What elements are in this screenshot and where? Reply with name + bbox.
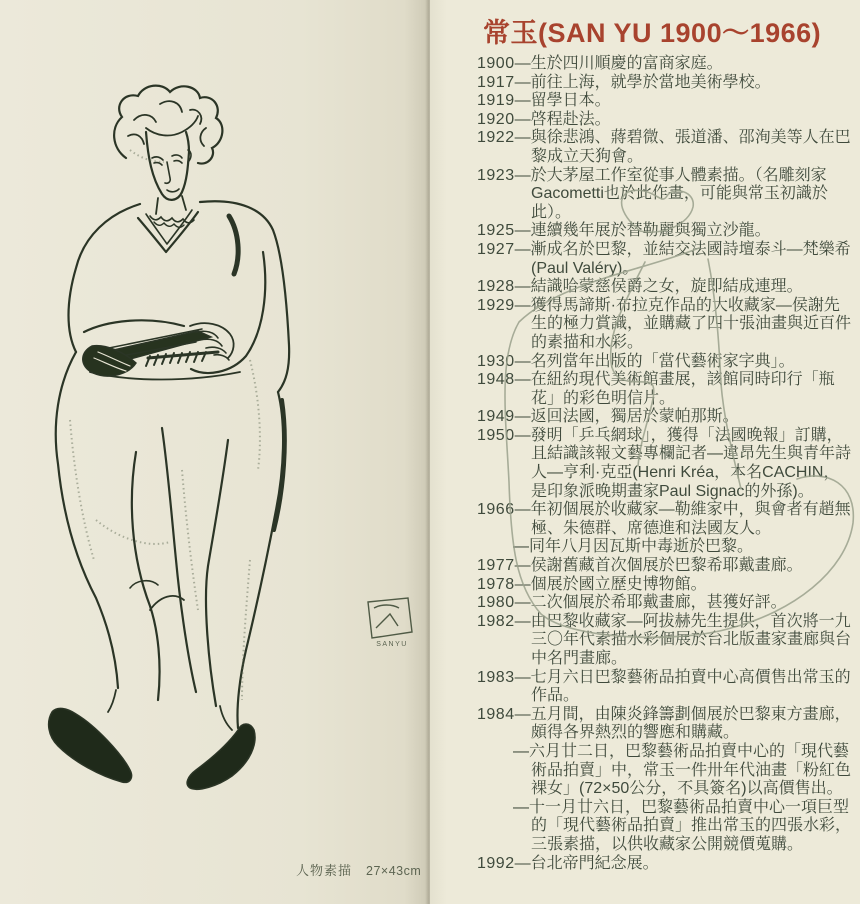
timeline-text: —七月六日巴黎藝術品拍賣中心高價售出常玉的作品。 — [514, 668, 851, 705]
timeline-year: 1980 — [477, 594, 515, 612]
timeline-year: 1920 — [477, 110, 515, 128]
timeline-entry — [477, 222, 851, 241]
timeline-text: —同年八月因瓦斯中毒逝於巴黎。 — [513, 538, 754, 556]
timeline-entry — [477, 743, 851, 799]
timeline-text: —十一月廿六日，巴黎藝術品拍賣中心一項巨型的「現代藝術品拍賣」推出常玉的四張水彩，三張素描，以供收藏家公開競價蒐購。 — [513, 798, 852, 853]
timeline-entry — [477, 855, 851, 874]
timeline-year: 1982 — [477, 612, 515, 630]
timeline-text: —在紐約現代美術館畫展，該館同時印行「瓶花」的彩色明信片。 — [514, 371, 835, 407]
timeline-entry — [477, 669, 851, 706]
timeline-text: —啓程赴法。 — [514, 110, 611, 128]
page-title: 常玉(SAN YU 1900～1966) — [483, 18, 822, 48]
timeline-year: 1925 — [477, 222, 515, 240]
timeline-entry — [477, 74, 851, 93]
timeline-text: —與徐悲鴻、蔣碧微、張道潘、邵洵美等人在巴黎成立天狗會。 — [514, 129, 851, 165]
timeline-year: 1922 — [477, 129, 515, 147]
timeline-text: —由巴黎收藏家—阿拔赫先生提供，首次將一九三〇年代素描水彩個展於台北版畫家畫廊與台中名門畫廊。 — [514, 612, 852, 667]
timeline-entry — [477, 278, 851, 297]
timeline-text: —漸成名於巴黎，並結交法國詩壇泰斗—梵樂希(Paul Valéry)。 — [514, 240, 851, 277]
timeline-text: —於大茅屋工作室從事人體素描。（名雕刻家Gacometti也於此作畫，可能與常玉初識於此）。 — [514, 166, 828, 221]
timeline-text: —名列當年出版的「當代藝術家字典」。 — [514, 352, 795, 370]
timeline-entry — [477, 129, 851, 166]
timeline-text: —獲得馬諦斯·布拉克作品的大收藏家—侯謝先生的極力賞識，並購藏了四十張油畫與近百件的素描和水彩。 — [514, 296, 852, 351]
seal-text: SANYU — [376, 641, 408, 648]
timeline-text: —前往上海，就學於當地美術學校。 — [514, 73, 771, 91]
timeline-text: —五月間，由陳炎鋒籌劃個展於巴黎東方畫廊，頗得各界熱烈的響應和購藏。 — [514, 705, 851, 742]
caption-size: 27×43cm — [366, 864, 422, 878]
timeline-text: —二次個展於希耶戴畫廊，甚獲好評。 — [514, 594, 787, 612]
timeline-year: 1923 — [477, 166, 515, 184]
timeline-entry — [477, 111, 851, 130]
timeline-year: 1948 — [477, 371, 515, 389]
timeline-entry — [477, 408, 851, 427]
artwork-caption — [296, 860, 421, 879]
timeline-year: 1978 — [477, 575, 515, 593]
timeline-entry — [477, 799, 851, 855]
timeline-text: —台北帝門紀念展。 — [514, 854, 659, 872]
timeline-entry — [477, 297, 851, 353]
timeline-entry — [477, 706, 851, 743]
timeline-text: —返回法國，獨居於蒙帕那斯。 — [514, 408, 739, 426]
timeline-year: 1930 — [477, 352, 515, 370]
timeline-year: 1984 — [477, 705, 515, 723]
timeline-text: —留學日本。 — [514, 92, 611, 110]
timeline-entry — [477, 371, 851, 408]
timeline-entry — [477, 241, 851, 278]
timeline — [477, 55, 851, 873]
timeline-entry — [477, 594, 851, 613]
timeline-year: 1992 — [477, 854, 515, 872]
timeline-text: —個展於國立歷史博物館。 — [514, 575, 707, 593]
timeline-text: —發明「乒乓網球」，獲得「法國晚報」訂購，且結識該報文藝專欄記者—違昂先生與青年詩人—亨利·克亞(Henri Kréa，本名CACHIN，是印象派晚期畫家Paul Signac的外孫)。 — [514, 426, 852, 500]
timeline-year: 1928 — [477, 278, 515, 296]
timeline-entry — [477, 167, 851, 223]
timeline-text: —六月廿二日，巴黎藝術品拍賣中心的「現代藝術品拍賣」中，常玉一件卅年代油畫「粉紅色裸女」(72×50公分，不具簽名)以高價售出。 — [513, 742, 852, 798]
timeline-year: 1917 — [477, 73, 515, 91]
artist-seal — [368, 598, 412, 638]
timeline-year: 1927 — [477, 240, 515, 258]
timeline-entry — [477, 613, 851, 669]
timeline-entry — [477, 55, 851, 74]
timeline-entry — [477, 501, 851, 538]
timeline-entry — [477, 427, 851, 501]
timeline-entry — [477, 353, 851, 372]
timeline-entry — [477, 538, 851, 557]
timeline-year: 1977 — [477, 557, 515, 575]
timeline-text: —侯謝舊藏首次個展於巴黎希耶戴畫廊。 — [514, 557, 803, 575]
timeline-year: 1919 — [477, 92, 515, 110]
timeline-entry — [477, 576, 851, 595]
timeline-year: 1949 — [477, 408, 515, 426]
timeline-text: —連續幾年展於替勒麗與獨立沙龍。 — [514, 222, 771, 240]
timeline-year: 1983 — [477, 668, 515, 686]
timeline-text: —年初個展於收藏家—勒維家中，與會者有趙無極、朱德群、席德進和法國友人。 — [514, 501, 851, 537]
timeline-entry — [477, 557, 851, 576]
timeline-year: 1966 — [477, 501, 515, 519]
timeline-entry — [477, 92, 851, 111]
timeline-year: 1950 — [477, 426, 515, 444]
timeline-text: —結識哈蒙慈侯爵之女，旋即結成連理。 — [514, 278, 803, 296]
caption-label: 人物素描 — [296, 863, 353, 878]
timeline-year: 1929 — [477, 296, 515, 314]
timeline-year: 1900 — [477, 55, 515, 72]
timeline-text: —生於四川順慶的富商家庭。 — [514, 55, 723, 72]
